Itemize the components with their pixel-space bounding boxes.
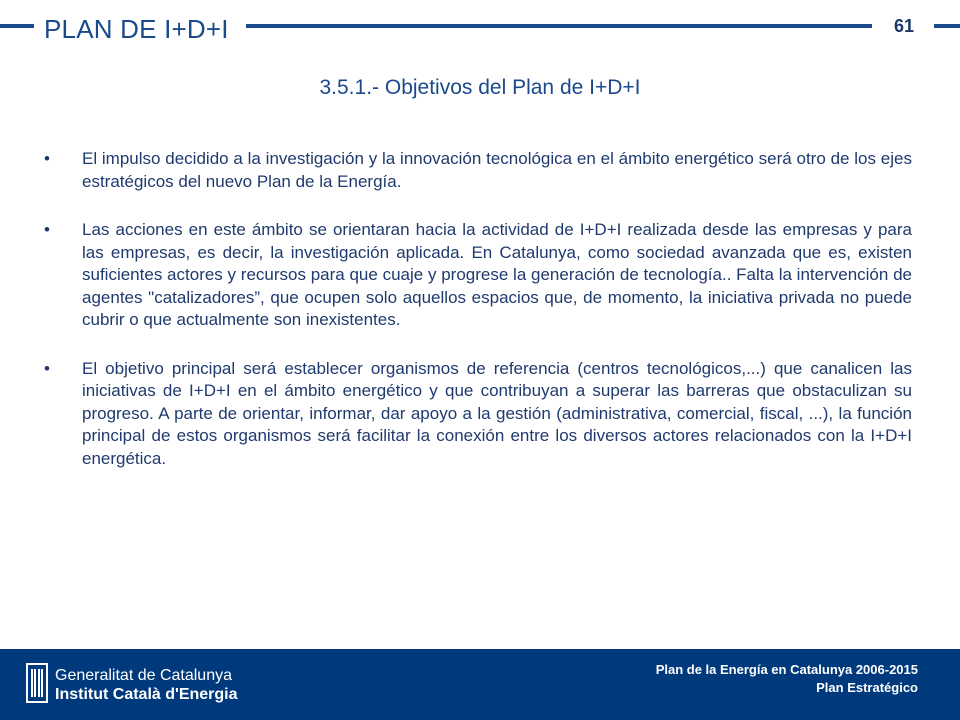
org-name-line2: Institut Català d'Energia xyxy=(55,686,238,703)
org-name-line1: Generalitat de Catalunya xyxy=(55,667,232,684)
bullet-text: El objetivo principal será establecer organismos de referencia (centros tecnológicos,...) que canalicen las iniciativas de I+D+I en el ámbito energético y que contribuyan a superar las barreras que obstaculizan su progreso. A parte de orientar, informar, dar apoyo a la gestión (administrativa, comercial, fiscal, ...), la función principal de estos organismos será facilitar la conexión entre los diversos actores relacionados con la I+D+I energética. xyxy=(82,358,912,468)
plan-title: Plan de la Energía en Catalunya 2006-2015 xyxy=(655,662,918,677)
header-rule-right xyxy=(934,24,960,28)
bullet-list xyxy=(44,148,912,496)
header-title: PLAN DE I+D+I xyxy=(44,14,229,44)
bullet-marker: • xyxy=(44,220,50,239)
organization-name xyxy=(55,666,238,704)
plan-subtitle: Plan Estratégico xyxy=(816,680,918,695)
header-rule-middle xyxy=(246,24,872,28)
bullet-marker: • xyxy=(44,149,50,168)
bullet-text: El impulso decidido a la investigación y la innovación tecnológica en el ámbito energético será otro de los ejes estratégicos del nuevo Plan de la Energía. xyxy=(82,149,912,191)
bullet-item xyxy=(44,148,912,193)
section-title: 3.5.1.- Objetivos del Plan de I+D+I xyxy=(319,76,641,99)
bullet-item xyxy=(44,219,912,332)
footer-bar xyxy=(0,649,960,720)
bullet-item xyxy=(44,358,912,471)
generalitat-logo-icon xyxy=(26,663,48,703)
bullet-text: Las acciones en este ámbito se orientaran hacia la actividad de I+D+I realizada desde las empresas y para las empresas, es decir, la investigación aplicada. En Catalunya, como sociedad avanzada que es, existen suficientes actores y recursos para que cuaje y progrese la generación de tecnología.. Falta la intervención de agentes "catalizadores”, que ocupen solo aquellos espacios que, de momento, la iniciativa privada no puede cubrir o que actualmente son inexistentes. xyxy=(82,220,912,329)
bullet-marker: • xyxy=(44,358,50,378)
header-rule-left xyxy=(0,24,34,28)
page-number: 61 xyxy=(893,16,915,36)
plan-info xyxy=(656,661,918,697)
